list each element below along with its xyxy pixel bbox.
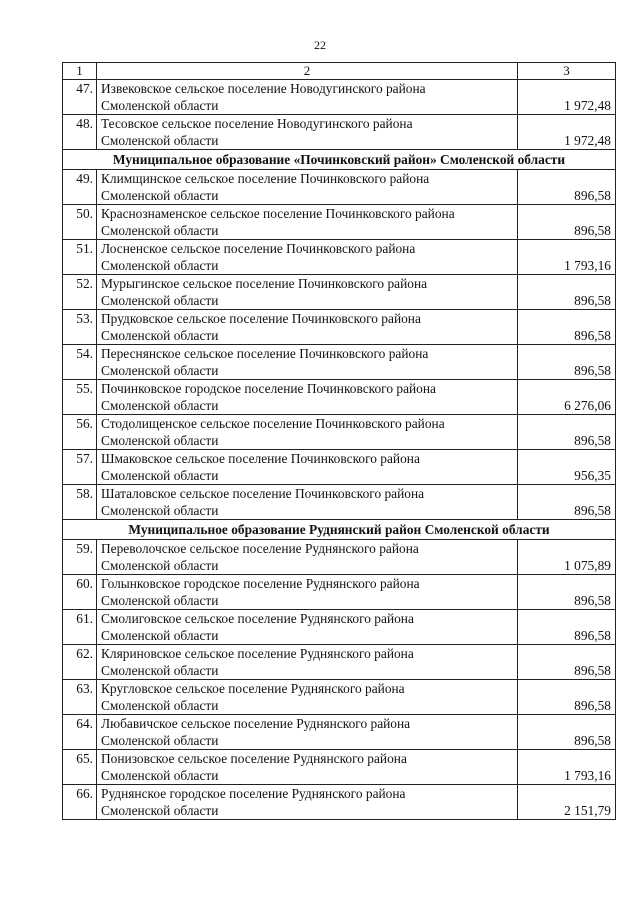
settlement-name-line2: Смоленской области [101,593,219,608]
settlement-name-cell [97,240,518,275]
row-number: 50. [63,205,97,240]
page-number: 22 [314,38,326,52]
settlement-name-line2: Смоленской области [101,98,219,113]
settlement-name-cell [97,715,518,750]
settlement-name-line1: Голынковское городское поселение Руднянского района [101,576,420,591]
settlement-name-line1: Прудковское сельское поселение Починковского района [101,311,421,326]
row-number: 61. [63,610,97,645]
section-title: Муниципальное образование Руднянский район Смоленской области [63,520,616,540]
row-number: 48. [63,115,97,150]
amount-value: 6 276,06 [518,380,616,415]
settlement-name-line2: Смоленской области [101,503,219,518]
table-row [63,750,616,785]
settlement-name-line1: Переснянское сельское поселение Починковского района [101,346,429,361]
table-row [63,610,616,645]
settlement-name-cell [97,785,518,820]
settlement-name-line2: Смоленской области [101,803,219,818]
amount-value: 1 793,16 [518,750,616,785]
settlement-name-line1: Смолиговское сельское поселение Руднянского района [101,611,414,626]
row-number: 64. [63,715,97,750]
settlement-name-line1: Кругловское сельское поселение Руднянского района [101,681,405,696]
settlement-name-line1: Кляриновское сельское поселение Руднянского района [101,646,414,661]
table-row [63,450,616,485]
settlement-name-cell [97,575,518,610]
allocation-table [62,62,616,820]
settlement-name-cell [97,485,518,520]
settlement-name-line1: Климщинское сельское поселение Починковского района [101,171,430,186]
settlement-name-line2: Смоленской области [101,133,219,148]
row-number: 65. [63,750,97,785]
settlement-name-line2: Смоленской области [101,223,219,238]
amount-value: 1 972,48 [518,80,616,115]
settlement-name-cell [97,345,518,380]
settlement-name-line2: Смоленской области [101,698,219,713]
settlement-name-cell [97,610,518,645]
row-number: 66. [63,785,97,820]
settlement-name-cell [97,680,518,715]
table-row [63,540,616,575]
amount-value: 896,58 [518,310,616,345]
settlement-name-line2: Смоленской области [101,363,219,378]
settlement-name-line2: Смоленской области [101,258,219,273]
table-row [63,415,616,450]
amount-value: 896,58 [518,415,616,450]
settlement-name-line1: Мурыгинское сельское поселение Починковского района [101,276,428,291]
settlement-name-line2: Смоленской области [101,293,219,308]
settlement-name-cell [97,540,518,575]
settlement-name-cell [97,115,518,150]
amount-value: 896,58 [518,485,616,520]
settlement-name-line2: Смоленской области [101,328,219,343]
table-row [63,575,616,610]
row-number: 52. [63,275,97,310]
settlement-name-line2: Смоленской области [101,188,219,203]
table-row [63,310,616,345]
row-number: 56. [63,415,97,450]
row-number: 49. [63,170,97,205]
settlement-name-cell [97,275,518,310]
amount-value: 896,58 [518,575,616,610]
settlement-name-line1: Руднянское городское поселение Руднянского района [101,786,406,801]
row-number: 47. [63,80,97,115]
settlement-name-line1: Шмаковское сельское поселение Починковского района [101,451,420,466]
row-number: 54. [63,345,97,380]
settlement-name-line2: Смоленской области [101,628,219,643]
amount-value: 896,58 [518,205,616,240]
amount-value: 896,58 [518,275,616,310]
amount-value: 956,35 [518,450,616,485]
row-number: 57. [63,450,97,485]
settlement-name-cell [97,205,518,240]
settlement-name-line1: Извековское сельское поселение Новодугинского района [101,81,426,96]
table-row [63,240,616,275]
section-title: Муниципальное образование «Починковский район» Смоленской области [63,150,616,170]
header-col-1: 1 [63,63,97,80]
row-number: 53. [63,310,97,345]
table-row [63,380,616,415]
table-row [63,345,616,380]
header-col-2: 2 [97,63,518,80]
settlement-name-line1: Переволочское сельское поселение Руднянского района [101,541,419,556]
table-row [63,80,616,115]
row-number: 62. [63,645,97,680]
settlement-name-cell [97,380,518,415]
amount-value: 1 075,89 [518,540,616,575]
settlement-name-cell [97,310,518,345]
settlement-name-line1: Стодолищенское сельское поселение Починковского района [101,416,445,431]
table-row [63,170,616,205]
settlement-name-line1: Краснознаменское сельское поселение Починковского района [101,206,455,221]
table-row [63,275,616,310]
amount-value: 896,58 [518,345,616,380]
settlement-name-line2: Смоленской области [101,433,219,448]
settlement-name-line1: Шаталовское сельское поселение Починковского района [101,486,425,501]
settlement-name-cell [97,645,518,680]
amount-value: 1 972,48 [518,115,616,150]
table-row [63,115,616,150]
settlement-name-line2: Смоленской области [101,733,219,748]
header-col-3: 3 [518,63,616,80]
settlement-name-cell [97,170,518,205]
table-row [63,485,616,520]
settlement-name-line1: Лосненское сельское поселение Починковского района [101,241,416,256]
table-header-row [63,63,616,80]
amount-value: 896,58 [518,645,616,680]
row-number: 63. [63,680,97,715]
settlement-name-cell [97,450,518,485]
row-number: 59. [63,540,97,575]
section-header-row [63,520,616,540]
row-number: 51. [63,240,97,275]
table-row [63,645,616,680]
settlement-name-line1: Любавичское сельское поселение Руднянского района [101,716,411,731]
settlement-name-line1: Понизовское сельское поселение Руднянского района [101,751,407,766]
row-number: 55. [63,380,97,415]
table-body [63,63,616,820]
table-row [63,785,616,820]
row-number: 60. [63,575,97,610]
settlement-name-cell [97,750,518,785]
amount-value: 896,58 [518,170,616,205]
table-row [63,715,616,750]
row-number: 58. [63,485,97,520]
settlement-name-cell [97,80,518,115]
settlement-name-cell [97,415,518,450]
section-header-row [63,150,616,170]
settlement-name-line1: Тесовское сельское поселение Новодугинского района [101,116,413,131]
settlement-name-line2: Смоленской области [101,768,219,783]
amount-value: 896,58 [518,680,616,715]
amount-value: 1 793,16 [518,240,616,275]
settlement-name-line2: Смоленской области [101,663,219,678]
settlement-name-line2: Смоленской области [101,398,219,413]
amount-value: 2 151,79 [518,785,616,820]
amount-value: 896,58 [518,715,616,750]
amount-value: 896,58 [518,610,616,645]
settlement-name-line1: Починковское городское поселение Починковского района [101,381,436,396]
settlement-name-line2: Смоленской области [101,558,219,573]
table-row [63,205,616,240]
settlement-name-line2: Смоленской области [101,468,219,483]
table-row [63,680,616,715]
